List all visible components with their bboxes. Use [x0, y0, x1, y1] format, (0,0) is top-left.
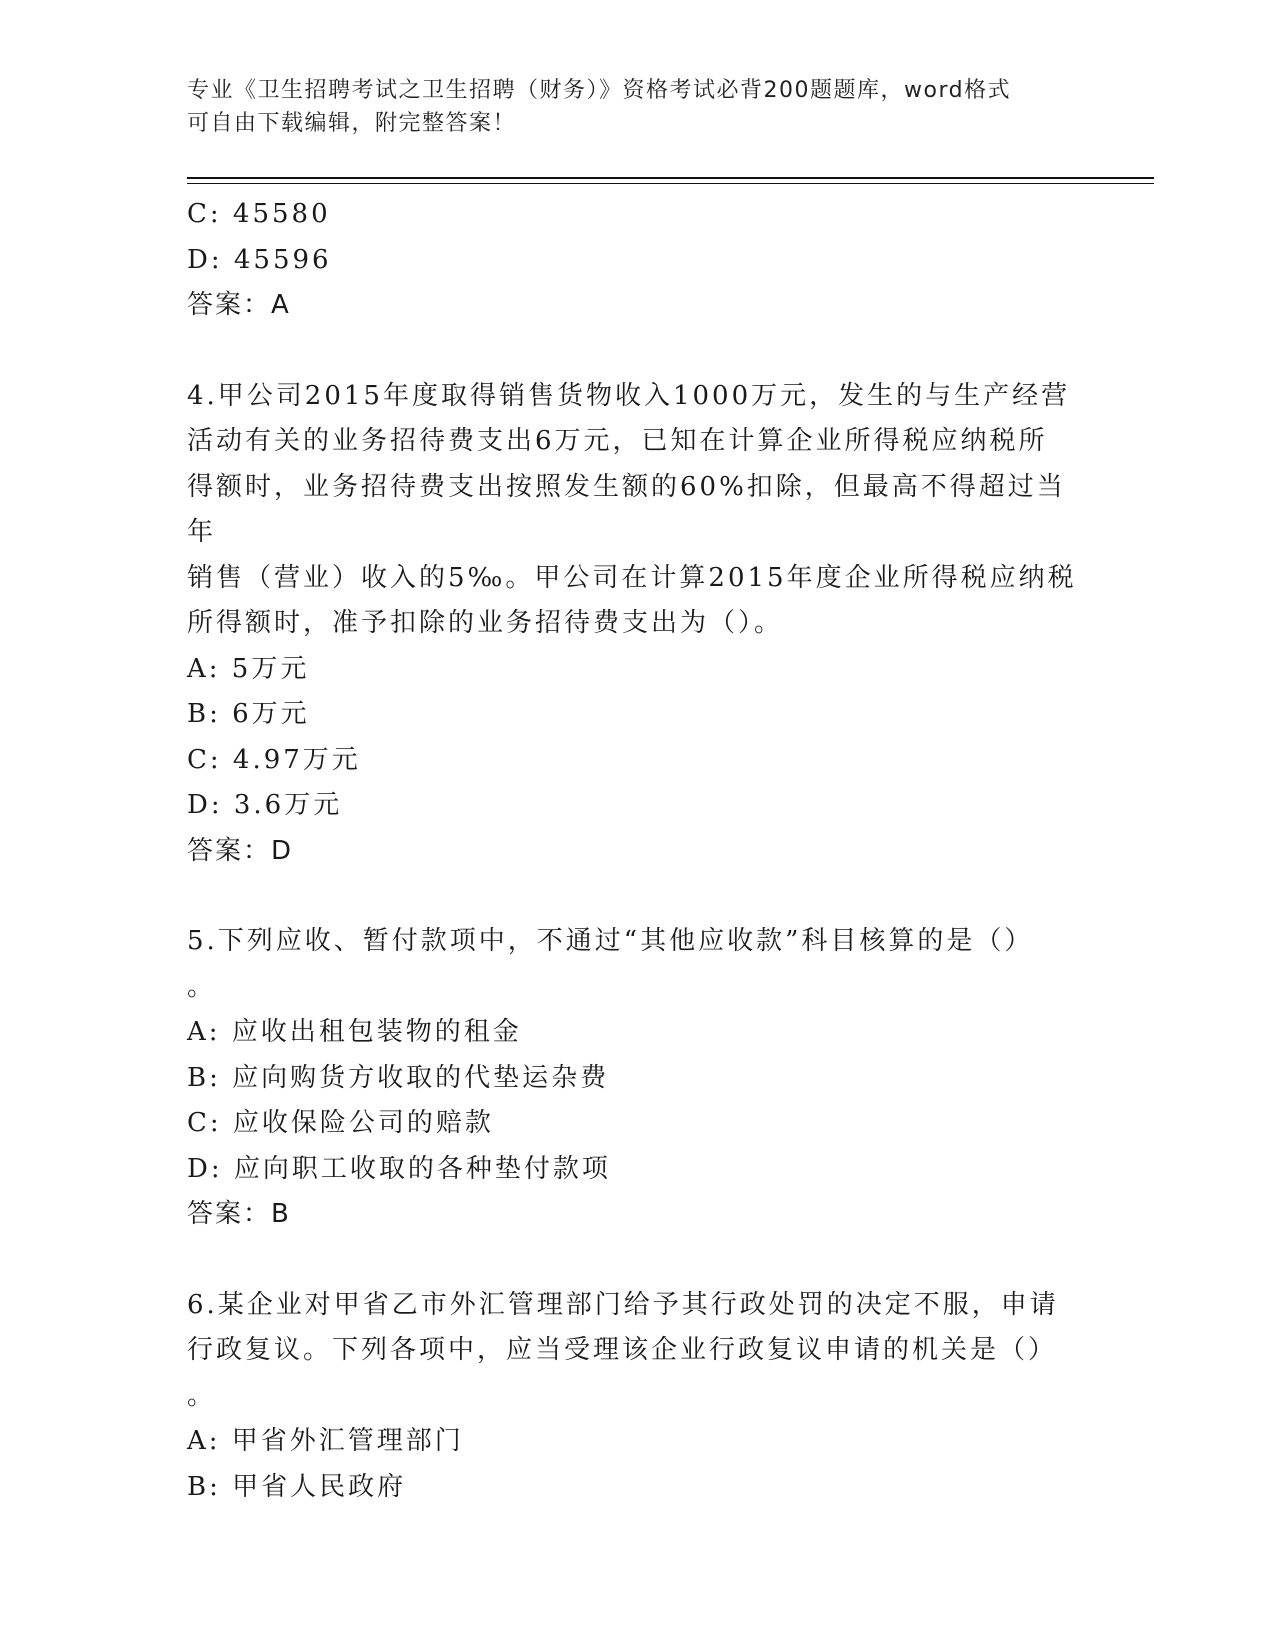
- option-d: D: 3.6万元: [187, 790, 343, 820]
- answer: 答案：A: [187, 290, 291, 320]
- document-body: [187, 192, 1087, 1510]
- option-c: C: 45580: [187, 199, 331, 229]
- option-c: C: 应收保险公司的赔款: [187, 1108, 494, 1138]
- spacer: [187, 329, 1087, 374]
- option-a: A: 甲省外汇管理部门: [187, 1426, 464, 1456]
- header-divider-thick: [187, 177, 1154, 179]
- page-header: [187, 74, 1087, 140]
- question-5: [187, 919, 1087, 1238]
- option-b: B: 甲省人民政府: [187, 1471, 407, 1502]
- question-text-line: 。: [187, 971, 217, 1002]
- header-divider-thin: [187, 183, 1154, 184]
- question-text-line: 活动有关的业务招待费支出6万元，已知在计算企业所得税应纳税所: [187, 426, 1048, 456]
- option-a: A: 应收出租包装物的租金: [187, 1017, 522, 1047]
- header-line-1: 专业《卫生招聘考试之卫生招聘（财务）》资格考试必背200题题库，word格式: [187, 78, 1012, 103]
- spacer: [187, 874, 1087, 919]
- question-text-line: 所得额时，准予扣除的业务招待费支出为（）。: [187, 608, 784, 638]
- question-text-line: 6.某企业对甲省乙市外汇管理部门给予其行政处罚的决定不服，申请: [187, 1289, 1059, 1320]
- spacer: [187, 1238, 1087, 1283]
- answer: 答案：D: [187, 835, 294, 866]
- question-text-line: 行政复议。下列各项中，应当受理该企业行政复议申请的机关是（）: [187, 1335, 1058, 1365]
- option-c: C: 4.97万元: [187, 744, 361, 775]
- question-text-line: 。: [187, 1380, 217, 1411]
- answer: 答案：B: [187, 1199, 291, 1229]
- header-line-2: 可自由下载编辑，附完整答案！: [187, 111, 517, 136]
- question-6: [187, 1283, 1087, 1511]
- question-4: [187, 374, 1087, 875]
- question-text-line: 得额时，业务招待费支出按照发生额的60%扣除，但最高不得超过当年: [187, 471, 1066, 547]
- option-a: A: 5万元: [187, 653, 310, 684]
- option-b: B: 应向购货方收取的代垫运杂费: [187, 1062, 610, 1093]
- question-text-line: 销售（营业）收入的5‰。甲公司在计算2015年度企业所得税应纳税: [187, 562, 1077, 593]
- option-d: D: 45596: [187, 244, 332, 275]
- option-b: B: 6万元: [187, 699, 310, 729]
- question-text-line: 4.甲公司2015年度取得销售货物收入1000万元，发生的与生产经营: [187, 380, 1071, 411]
- question-3-tail: [187, 192, 1087, 329]
- option-d: D: 应向职工收取的各种垫付款项: [187, 1153, 611, 1184]
- question-text-line: 5.下列应收、暂付款项中，不通过“其他应收款”科目核算的是（）: [187, 926, 1034, 956]
